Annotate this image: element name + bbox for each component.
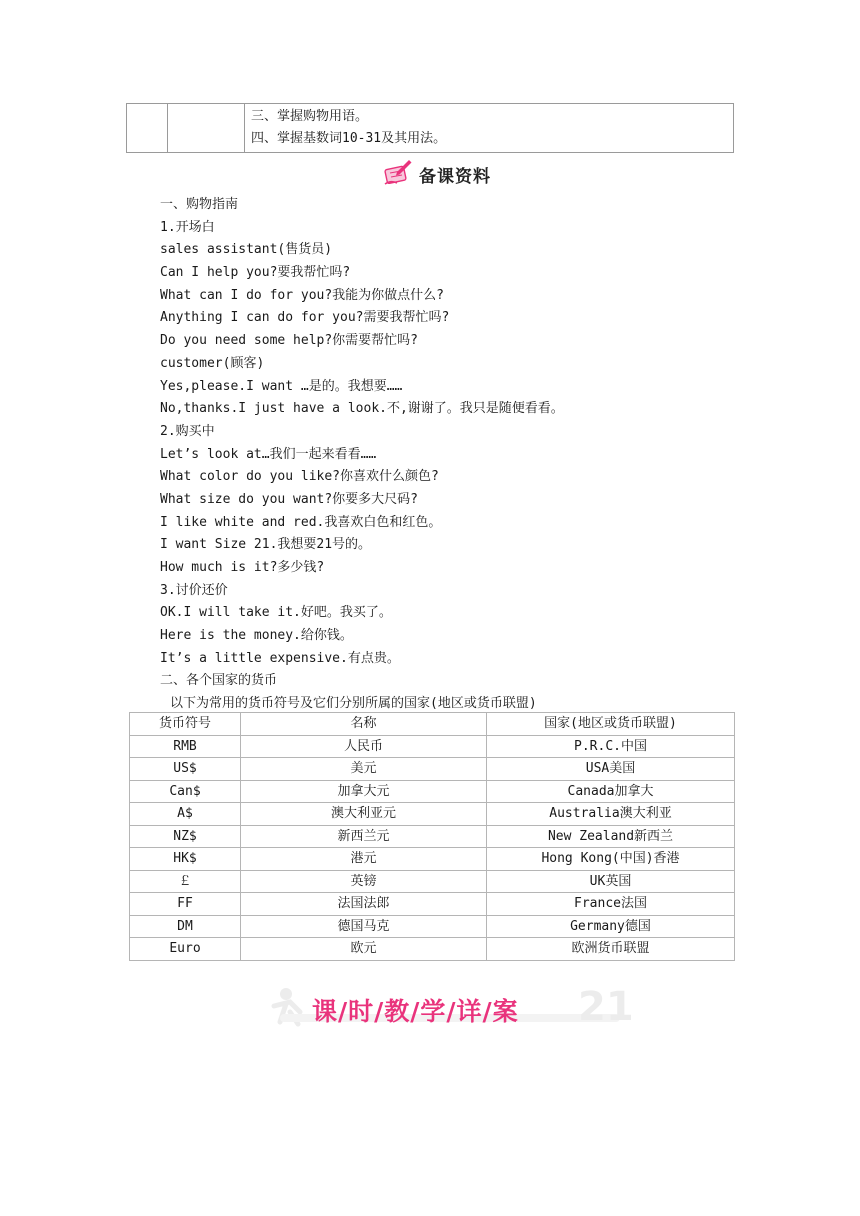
currency-country: 欧洲货币联盟 xyxy=(487,938,735,961)
table-header-row xyxy=(130,713,735,736)
currency-name: 美元 xyxy=(241,758,487,781)
currency-symbol: DM xyxy=(130,915,241,938)
table-row xyxy=(130,758,735,781)
table-row xyxy=(130,780,735,803)
text-line: Anything I can do for you?需要我帮忙吗? xyxy=(160,310,450,326)
table-row xyxy=(130,803,735,826)
header-symbol: 货币符号 xyxy=(130,713,241,736)
currency-country: Hong Kong(中国)香港 xyxy=(487,848,735,871)
watermark-number: 21 xyxy=(578,984,634,1028)
text-line: Can I help you?要我帮忙吗? xyxy=(160,265,351,281)
currency-symbol: Euro xyxy=(130,938,241,961)
shopping-guide xyxy=(160,194,760,716)
text-line: Here is the money.给你钱。 xyxy=(160,628,353,644)
section-header xyxy=(383,159,491,189)
table-row xyxy=(130,893,735,916)
header-name: 名称 xyxy=(241,713,487,736)
currency-country: France法国 xyxy=(487,893,735,916)
currency-country: New Zealand新西兰 xyxy=(487,825,735,848)
text-line: What color do you like?你喜欢什么颜色? xyxy=(160,469,439,485)
objective-line: 三、掌握购物用语。 xyxy=(251,109,369,124)
pencil-notepad-icon xyxy=(383,158,413,190)
currency-name: 加拿大元 xyxy=(241,780,487,803)
currency-name: 港元 xyxy=(241,848,487,871)
objectives-cell xyxy=(245,104,734,153)
currency-symbol: FF xyxy=(130,893,241,916)
table-row xyxy=(130,735,735,758)
text-line: It’s a little expensive.有点贵。 xyxy=(160,650,400,666)
text-line: Let’s look at…我们一起来看看…… xyxy=(160,446,377,462)
currency-country: USA美国 xyxy=(487,758,735,781)
footer-slogan: 课/时/教/学/详/案 xyxy=(312,997,519,1026)
text-line: OK.I will take it.好吧。我买了。 xyxy=(160,605,392,621)
header-country: 国家(地区或货币联盟) xyxy=(487,713,735,736)
text-line: 1.开场白 xyxy=(160,219,215,235)
currency-country: Australia澳大利亚 xyxy=(487,803,735,826)
currency-name: 新西兰元 xyxy=(241,825,487,848)
text-line: What can I do for you?我能为你做点什么? xyxy=(160,287,445,303)
objectives-cell-empty-1 xyxy=(127,104,168,153)
text-line: I like white and red.我喜欢白色和红色。 xyxy=(160,514,442,530)
currency-symbol: ￡ xyxy=(130,870,241,893)
objective-line: 四、掌握基数词10-31及其用法。 xyxy=(251,131,447,146)
currency-symbol: RMB xyxy=(130,735,241,758)
text-line: customer(顾客) xyxy=(160,355,265,371)
currency-country: Canada加拿大 xyxy=(487,780,735,803)
currency-name: 法国法郎 xyxy=(241,893,487,916)
currency-country: UK英国 xyxy=(487,870,735,893)
text-line: What size do you want?你要多大尺码? xyxy=(160,491,419,507)
objectives-cell-empty-2 xyxy=(168,104,245,153)
currency-name: 欧元 xyxy=(241,938,487,961)
text-line: Do you need some help?你需要帮忙吗? xyxy=(160,333,419,349)
text-line: 2.购买中 xyxy=(160,423,215,439)
text-line: sales assistant(售货员) xyxy=(160,242,333,258)
currency-name: 英镑 xyxy=(241,870,487,893)
currency-name: 人民币 xyxy=(241,735,487,758)
text-line: Yes,please.I want …是的。我想要…… xyxy=(160,378,403,394)
section-title: 备课资料 xyxy=(419,166,491,187)
text-line: 二、各个国家的货币 xyxy=(160,673,278,689)
table-row xyxy=(130,848,735,871)
table-row xyxy=(130,825,735,848)
currency-symbol: US$ xyxy=(130,758,241,781)
text-line: 3.讨价还价 xyxy=(160,582,228,598)
currency-symbol: Can$ xyxy=(130,780,241,803)
table-row xyxy=(130,870,735,893)
currency-symbol: A$ xyxy=(130,803,241,826)
currency-name: 德国马克 xyxy=(241,915,487,938)
currency-country: Germany德国 xyxy=(487,915,735,938)
table-row xyxy=(130,915,735,938)
text-line: I want Size 21.我想要21号的。 xyxy=(160,537,372,553)
currency-table xyxy=(129,712,735,961)
table-row xyxy=(130,938,735,961)
objectives-table xyxy=(126,103,734,153)
text-line: No,thanks.I just have a look.不,谢谢了。我只是随便看看。 xyxy=(160,401,564,417)
currency-symbol: NZ$ xyxy=(130,825,241,848)
currency-intro: 以下为常用的货币符号及它们分别所属的国家(地区或货币联盟) xyxy=(170,696,537,712)
text-line: 一、购物指南 xyxy=(160,197,239,212)
text-line: How much is it?多少钱? xyxy=(160,560,325,575)
footer-banner xyxy=(250,982,650,1032)
currency-country: P.R.C.中国 xyxy=(487,735,735,758)
currency-name: 澳大利亚元 xyxy=(241,803,487,826)
currency-symbol: HK$ xyxy=(130,848,241,871)
